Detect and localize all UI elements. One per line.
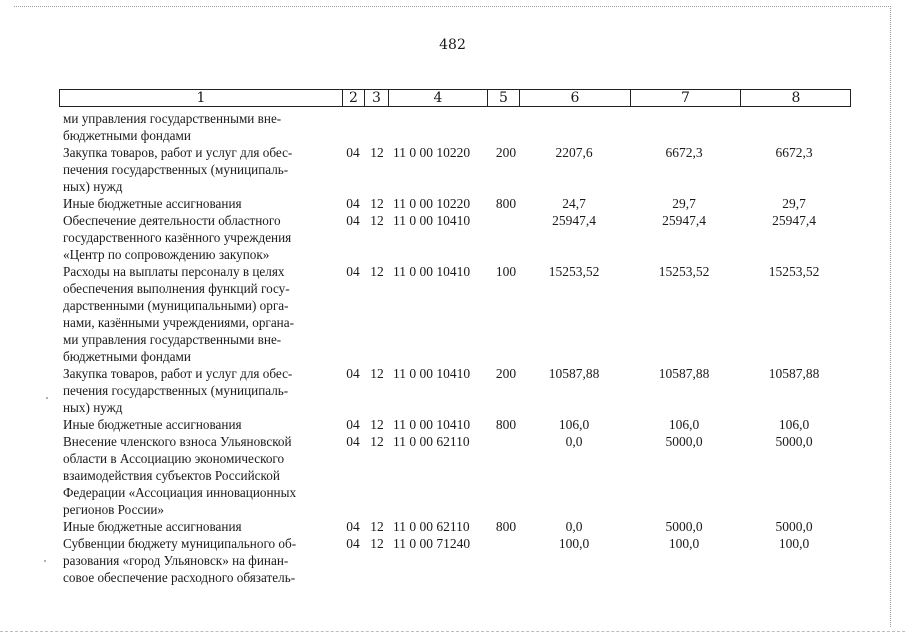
cell-col-7: 15253,52 <box>658 264 710 279</box>
cell-col-4: 11 0 00 62110 <box>393 519 470 534</box>
cell-col-6: 24,7 <box>562 196 586 211</box>
description-line: Расходы на выплаты персоналу в целях <box>63 264 285 279</box>
cell-col-3: 12 <box>370 519 384 534</box>
cell-col-6: 10587,88 <box>548 366 600 381</box>
cell-col-3: 12 <box>370 366 384 381</box>
description-line: разования «город Ульяновск» на финан- <box>63 553 289 568</box>
description-line: Внесение членского взноса Ульяновской <box>63 434 292 449</box>
cell-col-3: 12 <box>370 196 384 211</box>
table-row <box>0 365 905 416</box>
header-col-1: 1 <box>60 90 343 106</box>
table-body <box>0 110 905 586</box>
table-row <box>0 433 905 518</box>
cell-col-7: 25947,4 <box>662 213 706 228</box>
cell-col-2: 04 <box>346 434 360 449</box>
description-line: ми управления государственными вне- <box>63 332 282 347</box>
row-description <box>63 144 336 195</box>
cell-col-4: 11 0 00 71240 <box>393 536 471 551</box>
cell-col-8: 5000,0 <box>775 519 813 534</box>
header-col-7: 7 <box>631 90 741 106</box>
cell-col-6: 2207,6 <box>555 145 593 160</box>
table-header <box>59 89 851 107</box>
cell-col-4: 11 0 00 10410 <box>393 417 471 432</box>
cell-col-6: 100,0 <box>558 536 590 551</box>
table-row <box>0 212 905 263</box>
cell-col-3: 12 <box>370 213 384 228</box>
description-line: ных) нужд <box>63 179 123 194</box>
scan-speck <box>44 560 46 562</box>
description-line: бюджетными фондами <box>63 349 191 364</box>
cell-col-2: 04 <box>346 196 360 211</box>
table-row <box>0 518 905 535</box>
description-line: обеспечения выполнения функций госу- <box>63 281 290 296</box>
cell-col-7: 29,7 <box>672 196 696 211</box>
cell-col-4: 11 0 00 10410 <box>393 366 471 381</box>
description-line: государственного казённого учреждения <box>63 230 292 245</box>
description-line: Закупка товаров, работ и услуг для обес- <box>63 145 293 160</box>
row-description <box>63 212 336 263</box>
cell-col-8: 29,7 <box>782 196 806 211</box>
cell-col-8: 25947,4 <box>772 213 816 228</box>
row-description <box>63 433 336 518</box>
cell-col-3: 12 <box>370 417 384 432</box>
cell-col-5: 100 <box>495 264 517 279</box>
header-col-2: 2 <box>343 90 365 106</box>
cell-col-4: 11 0 00 62110 <box>393 434 470 449</box>
cell-col-2: 04 <box>346 536 360 551</box>
cell-col-2: 04 <box>346 264 360 279</box>
row-description <box>63 110 336 144</box>
description-line: «Центр по сопровождению закупок» <box>63 247 270 262</box>
cell-col-3: 12 <box>370 264 384 279</box>
cell-col-8: 6672,3 <box>775 145 813 160</box>
cell-col-4: 11 0 00 10220 <box>393 196 471 211</box>
header-col-4: 4 <box>389 90 488 106</box>
cell-col-3: 12 <box>370 145 384 160</box>
cell-col-2: 04 <box>346 366 360 381</box>
cell-col-5: 800 <box>495 417 517 432</box>
description-line: регионов России» <box>63 502 165 517</box>
row-description <box>63 195 336 212</box>
header-col-6: 6 <box>520 90 631 106</box>
cell-col-6: 106,0 <box>558 417 590 432</box>
description-line: печения государственных (муниципаль- <box>63 162 289 177</box>
cell-col-6: 0,0 <box>565 434 583 449</box>
cell-col-8: 10587,88 <box>768 366 820 381</box>
cell-col-7: 6672,3 <box>665 145 703 160</box>
cell-col-6: 0,0 <box>565 519 583 534</box>
description-line: Обеспечение деятельности областного <box>63 213 281 228</box>
header-col-8: 8 <box>791 90 801 106</box>
table-row <box>0 110 905 144</box>
header-col-5: 5 <box>488 90 520 106</box>
header-col-3: 3 <box>365 90 389 106</box>
cell-col-7: 106,0 <box>668 417 700 432</box>
cell-col-2: 04 <box>346 417 360 432</box>
description-line: Федерации «Ассоциация инновационных <box>63 485 297 500</box>
table-row <box>0 535 905 586</box>
table-row <box>0 195 905 212</box>
cell-col-2: 04 <box>346 213 360 228</box>
cell-col-4: 11 0 00 10220 <box>393 145 471 160</box>
description-line: взаимодействия субъектов Российской <box>63 468 280 483</box>
cell-col-7: 100,0 <box>668 536 700 551</box>
cell-col-3: 12 <box>370 536 384 551</box>
cell-col-5: 200 <box>495 366 517 381</box>
page-number: 482 <box>439 37 466 53</box>
cell-col-3: 12 <box>370 434 384 449</box>
cell-col-5: 800 <box>495 196 517 211</box>
scan-edge-line <box>0 631 905 632</box>
cell-col-8: 100,0 <box>778 536 810 551</box>
cell-col-4: 11 0 00 10410 <box>393 213 471 228</box>
description-line: совое обеспечение расходного обязатель- <box>63 570 296 585</box>
cell-col-8: 106,0 <box>778 417 810 432</box>
table-row <box>0 416 905 433</box>
cell-col-6: 15253,52 <box>548 264 600 279</box>
table-row <box>0 144 905 195</box>
row-description <box>63 263 336 365</box>
cell-col-2: 04 <box>346 519 360 534</box>
description-line: Закупка товаров, работ и услуг для обес- <box>63 366 293 381</box>
description-line: Иные бюджетные ассигнования <box>63 196 242 211</box>
description-line: Иные бюджетные ассигнования <box>63 417 242 432</box>
description-line: ных) нужд <box>63 400 123 415</box>
cell-col-7: 10587,88 <box>658 366 710 381</box>
row-description <box>63 365 336 416</box>
description-line: нами, казёнными учреждениями, органа- <box>63 315 294 330</box>
row-description <box>63 416 336 433</box>
description-line: ми управления государственными вне- <box>63 111 282 126</box>
cell-col-5: 200 <box>495 145 517 160</box>
description-line: печения государственных (муниципаль- <box>63 383 289 398</box>
row-description <box>63 518 336 535</box>
description-line: дарственными (муниципальными) орга- <box>63 298 289 313</box>
scan-speck <box>46 397 48 399</box>
cell-col-6: 25947,4 <box>552 213 596 228</box>
cell-col-7: 5000,0 <box>665 434 703 449</box>
description-line: Иные бюджетные ассигнования <box>63 519 242 534</box>
cell-col-8: 15253,52 <box>768 264 820 279</box>
cell-col-7: 5000,0 <box>665 519 703 534</box>
cell-col-4: 11 0 00 10410 <box>393 264 471 279</box>
cell-col-8: 5000,0 <box>775 434 813 449</box>
description-line: бюджетными фондами <box>63 128 191 143</box>
description-line: области в Ассоциацию экономического <box>63 451 285 466</box>
cell-col-5: 800 <box>495 519 517 534</box>
description-line: Субвенции бюджету муниципального об- <box>63 536 297 551</box>
table-row <box>0 263 905 365</box>
row-description <box>63 535 336 586</box>
cell-col-2: 04 <box>346 145 360 160</box>
